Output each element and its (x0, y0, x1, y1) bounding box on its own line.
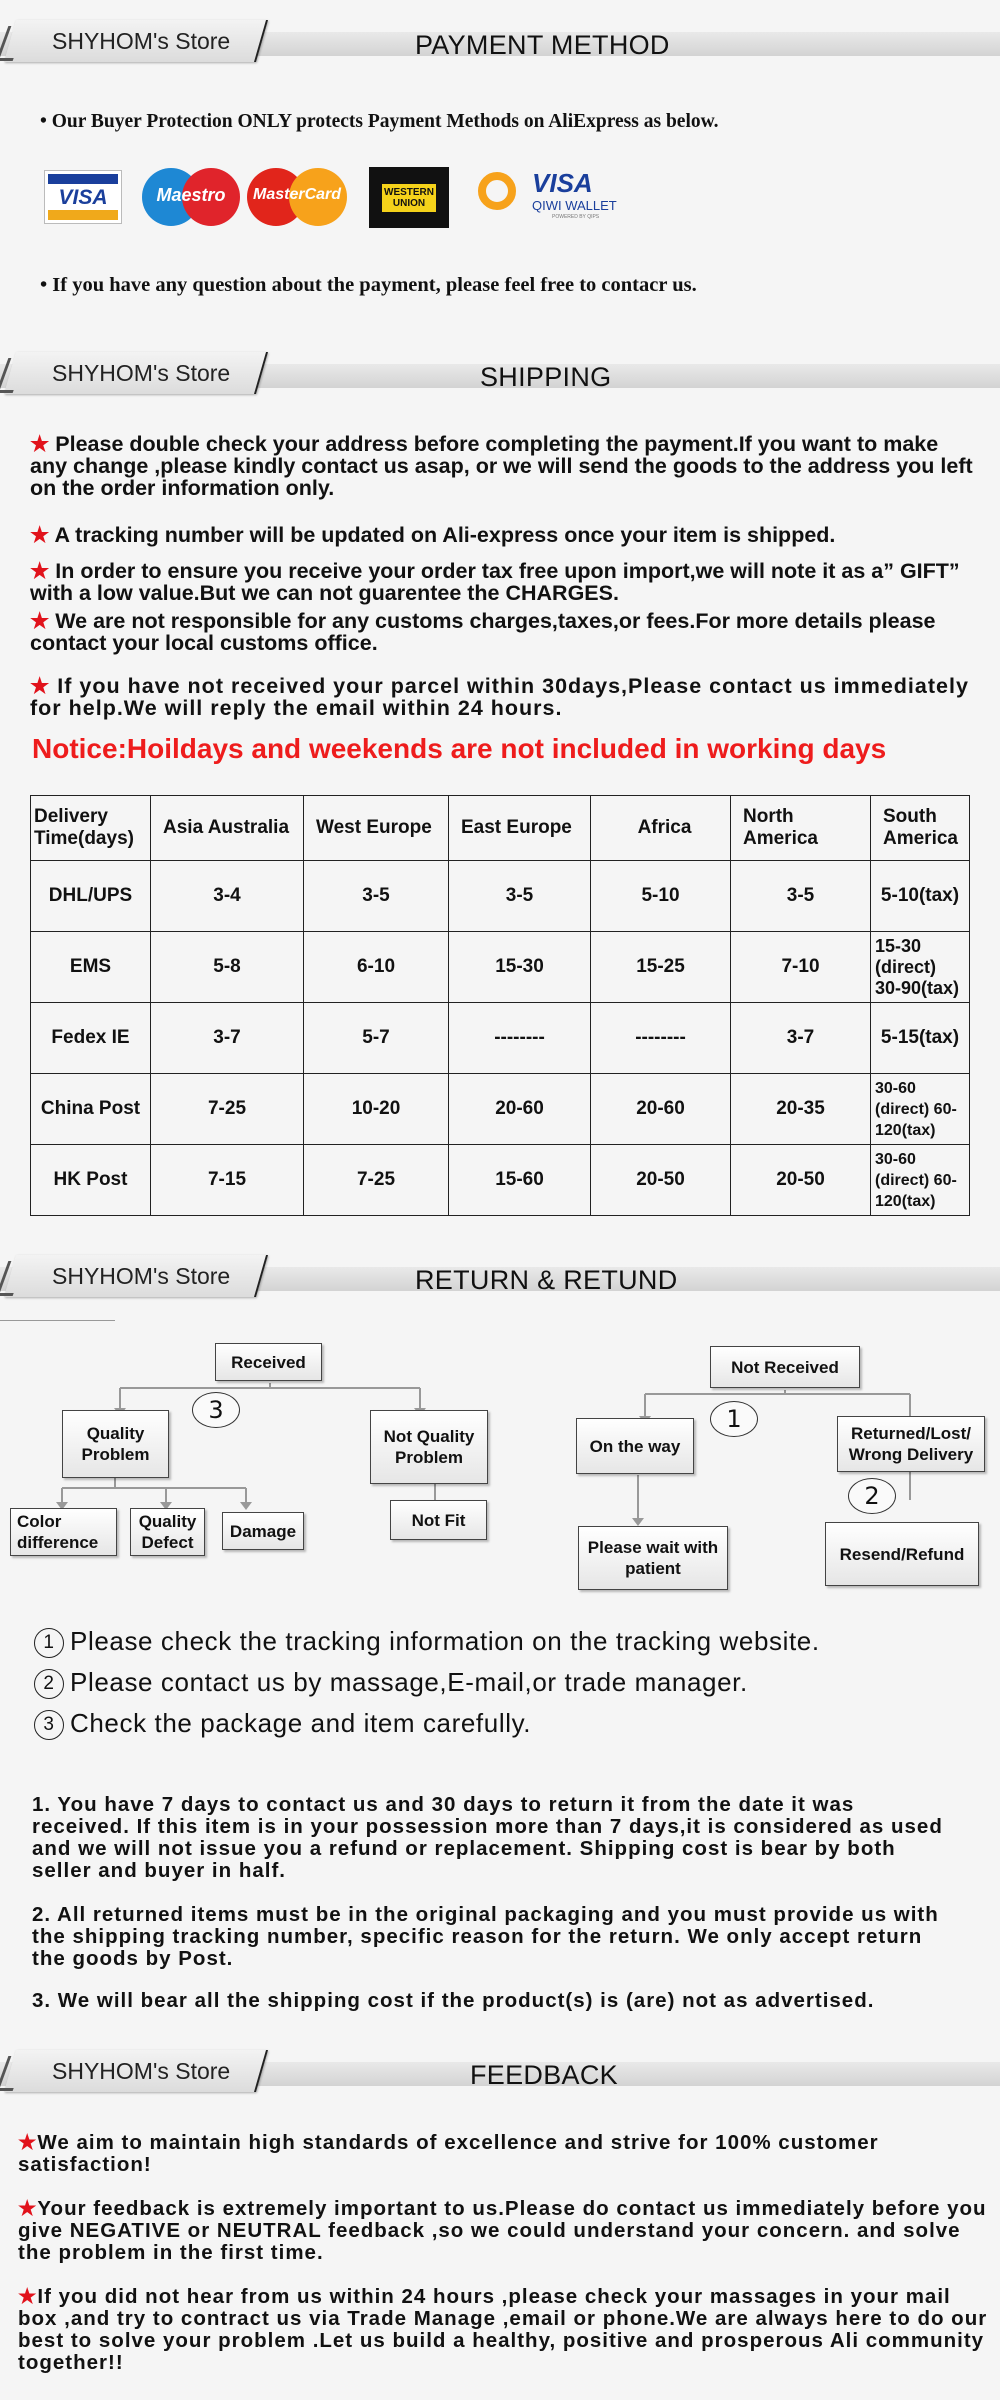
flow-not-quality-problem: Not Quality Problem (370, 1410, 488, 1484)
table-header-cell: North America (731, 796, 871, 861)
table-row (31, 932, 970, 1003)
table-cell: Fedex IE (31, 1003, 151, 1074)
table-header-cell: Delivery Time(days) (31, 796, 151, 861)
table-cell: 7-15 (151, 1145, 304, 1216)
table-cell: 3-7 (151, 1003, 304, 1074)
table-cell: 20-60 (591, 1074, 731, 1145)
table-cell: 3-5 (449, 861, 591, 932)
marker-3-icon: 3 (192, 1392, 240, 1428)
table-cell: EMS (31, 932, 151, 1003)
visa-logo (44, 170, 122, 224)
feedback-item-text: We aim to maintain high standards of excellence and strive for 100% customer satisfaction! (18, 2131, 879, 2176)
table-cell: 20-60 (449, 1074, 591, 1145)
qiwi-wallet-text: QIWI WALLET (532, 198, 617, 213)
flow-please-wait: Please wait with patient (578, 1526, 728, 1590)
flow-returned-lost: Returned/Lost/ Wrong Delivery (837, 1416, 985, 1472)
table-cell: 10-20 (304, 1074, 449, 1145)
mastercard-logo-text: MasterCard (252, 186, 342, 203)
note-3 (34, 1708, 531, 1740)
return-header (0, 1253, 1000, 1303)
table-cell: 7-25 (151, 1074, 304, 1145)
shipping-item-text: If you have not received your parcel within 30days,Please contact us immediately for help.We will reply the email within 24 hours. (30, 674, 969, 720)
flow-received: Received (215, 1343, 322, 1381)
flow-color-difference: Color difference (10, 1508, 117, 1556)
red-star-icon: ★ (30, 609, 50, 633)
flow-not-received: Not Received (710, 1346, 860, 1388)
table-header-cell: Africa (591, 796, 731, 861)
feedback-item-text: Your feedback is extremely important to us.Please do contact us immediately before you give NEGATIVE or NEUTRAL feedback ,so we could understand your concern. and solve the problem in the first time. (18, 2197, 987, 2264)
table-row (31, 1003, 970, 1074)
section-title-shipping: SHIPPING (480, 362, 612, 392)
shipping-item-text: Please double check your address before completing the payment.If you want to make any change ,please kindly contact us asap, or we will send the goods to the address you left on the order information only. (30, 432, 973, 500)
flow-not-fit: Not Fit (390, 1500, 487, 1540)
flow-quality-defect: Quality Defect (130, 1508, 205, 1556)
table-cell: 3-5 (304, 861, 449, 932)
shipping-item-1 (30, 433, 980, 499)
shipping-header (0, 350, 1000, 400)
policy-2: 2. All returned items must be in the original packaging and you must provide us with the shipping tracking number, specific reason for the return. We only accept return the goods by Post. (32, 1903, 939, 1970)
table-cell: 15-25 (591, 932, 731, 1003)
table-cell: DHL/UPS (31, 861, 151, 932)
note-text: Please check the tracking information on the tracking website. (70, 1626, 820, 1656)
red-star-icon: ★ (30, 559, 50, 583)
section-title-return: RETURN & RETUND (415, 1265, 678, 1295)
table-header-row (31, 796, 970, 861)
feedback-item-3 (18, 2286, 988, 2374)
table-cell: 15-30 (449, 932, 591, 1003)
feedback-header (0, 2048, 1000, 2098)
visa-logo-text: VISA (58, 186, 108, 209)
table-cell: China Post (31, 1074, 151, 1145)
table-cell: 20-50 (591, 1145, 731, 1216)
table-cell: 20-35 (731, 1074, 871, 1145)
flow-on-the-way: On the way (576, 1418, 694, 1474)
table-row (31, 861, 970, 932)
payment-line-1: • Our Buyer Protection ONLY protects Payment Methods on AliExpress as below. (40, 111, 719, 132)
maestro-logo (142, 168, 240, 226)
store-label: SHYHOM's Store (52, 1263, 231, 1289)
table-cell: HK Post (31, 1145, 151, 1216)
table-cell: 6-10 (304, 932, 449, 1003)
payment-line-2: • If you have any question about the payment, please feel free to contacr us. (40, 274, 697, 296)
feedback-item-1 (18, 2132, 988, 2176)
table-cell: 15-60 (449, 1145, 591, 1216)
note-2 (34, 1667, 748, 1699)
payment-header (0, 18, 1000, 68)
table-cell: 5-15(tax) (871, 1003, 970, 1074)
table-cell: 3-7 (731, 1003, 871, 1074)
section-title-feedback: FEEDBACK (470, 2060, 618, 2090)
table-cell: 7-10 (731, 932, 871, 1003)
red-star-icon: ★ (30, 432, 50, 456)
red-star-icon: ★ (30, 674, 51, 698)
flow-damage: Damage (222, 1512, 304, 1550)
qiwi-visa-text: VISA (532, 168, 593, 198)
delivery-time-table (30, 795, 970, 1216)
maestro-logo-text: Maestro (156, 185, 226, 205)
table-row (31, 1074, 970, 1145)
table-cell: 15-30 (direct) 30-90(tax) (871, 932, 970, 1003)
table-cell: 5-7 (304, 1003, 449, 1074)
feedback-item-2 (18, 2198, 988, 2264)
shipping-item-text: We are not responsible for any customs charges,taxes,or fees.For more details please contact your local customs office. (30, 609, 936, 655)
store-label: SHYHOM's Store (52, 360, 231, 386)
note-1 (34, 1626, 820, 1658)
table-header-cell: Asia Australia (151, 796, 304, 861)
shipping-item-3 (30, 560, 980, 604)
shipping-item-text: In order to ensure you receive your order tax free upon import,we will note it as a” GIFT” with a low value.But we can not guarentee the CHARGES. (30, 559, 960, 605)
shipping-item-4 (30, 610, 980, 654)
table-row (31, 1145, 970, 1216)
table-cell: 7-25 (304, 1145, 449, 1216)
table-header-cell: West Europe (304, 796, 449, 861)
shipping-notice: Notice:Hoildays and weekends are not included in working days (32, 733, 887, 764)
red-star-icon: ★ (18, 2131, 38, 2154)
table-cell: 5-8 (151, 932, 304, 1003)
table-cell: -------- (591, 1003, 731, 1074)
shipping-item-text: A tracking number will be updated on Ali-express once your item is shipped. (54, 523, 836, 547)
qiwi-small-text: POWERED BY QIPS (552, 214, 600, 220)
policy-1: 1. You have 7 days to contact us and 30 days to return it from the date it was received. If this item is in your possession more than 7 days,it is considered as used and we will not issue you a refund or replacement. Shipping cost is bear by both seller and buyer in half. (32, 1793, 943, 1882)
section-title-payment: PAYMENT METHOD (415, 30, 670, 60)
table-cell: -------- (449, 1003, 591, 1074)
store-label: SHYHOM's Store (52, 28, 231, 54)
western-union-logo (369, 167, 449, 228)
circled-1-icon: 1 (34, 1628, 64, 1658)
table-cell: 5-10(tax) (871, 861, 970, 932)
flow-resend-refund: Resend/Refund (825, 1522, 979, 1586)
table-header-cell: East Europe (449, 796, 591, 861)
table-cell: 30-60 (direct) 60-120(tax) (871, 1074, 970, 1145)
red-star-icon: ★ (18, 2285, 38, 2308)
table-cell: 3-4 (151, 861, 304, 932)
mastercard-logo (247, 168, 347, 226)
circled-2-icon: 2 (34, 1669, 64, 1699)
note-text: Please contact us by massage,E-mail,or trade manager. (70, 1667, 748, 1697)
table-cell: 5-10 (591, 861, 731, 932)
shipping-item-5 (30, 675, 980, 719)
table-cell: 3-5 (731, 861, 871, 932)
table-cell: 30-60 (direct) 60-120(tax) (871, 1145, 970, 1216)
table-cell: 20-50 (731, 1145, 871, 1216)
red-star-icon: ★ (18, 2197, 38, 2220)
marker-2-icon: 2 (848, 1478, 896, 1514)
western-union-logo-text: WESTERN UNION (382, 184, 436, 212)
note-text: Check the package and item carefully. (70, 1708, 532, 1738)
shipping-item-2 (30, 524, 980, 546)
flow-quality-problem: Quality Problem (62, 1410, 169, 1478)
policy-3: 3. We will bear all the shipping cost if the product(s) is (are) not as advertised. (32, 1989, 875, 2012)
qiwi-logo (478, 168, 628, 226)
marker-1-icon: 1 (710, 1401, 758, 1437)
table-header-cell: South America (871, 796, 970, 861)
feedback-item-text: If you did not hear from us within 24 hours ,please check your massages in your mail box ,and try to contract us via Trade Manage ,email or phone.We are always here to do our best to solve your problem .Let us build a healthy, positive and prosperous Ali community together!! (18, 2285, 988, 2374)
red-star-icon: ★ (30, 523, 50, 547)
store-label: SHYHOM's Store (52, 2058, 231, 2084)
circled-3-icon: 3 (34, 1710, 64, 1740)
